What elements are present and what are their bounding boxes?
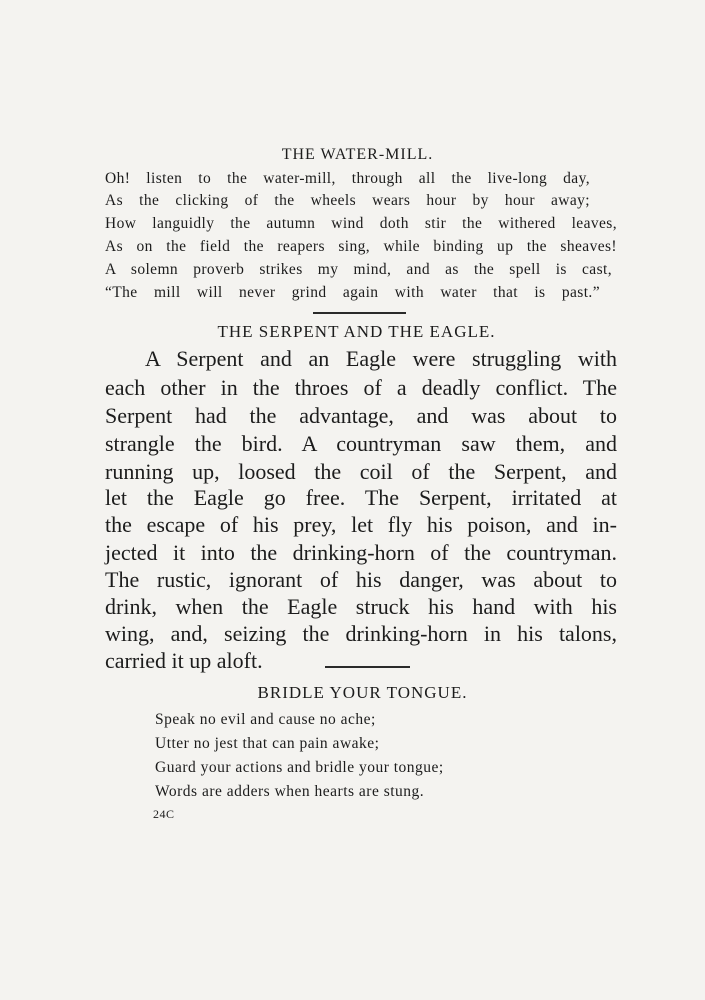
page-folio: 24C [153,807,175,821]
serpent-eagle-title: THE SERPENT AND THE EAGLE. [217,322,496,341]
serpent-eagle-line-1: A Serpent and an Eagle were struggling with [145,346,617,371]
water-mill-title: THE WATER-MILL. [281,146,434,163]
bridle-line-3: Guard your actions and bridle your tongue; [155,759,444,776]
serpent-eagle-line-5: running up, loosed the coil of the Serpent, and [105,459,617,484]
serpent-eagle-line-11: wing, and, seizing the drinking-horn in his talons, [105,621,617,646]
water-mill-line-5: A solemn proverb strikes my mind, and as the spell is cast, [105,261,612,278]
serpent-eagle-line-6: let the Eagle go free. The Serpent, irritated at [105,485,617,510]
serpent-eagle-line-12: carried it up aloft. [105,648,263,673]
water-mill-line-2: As the clicking of the wheels wears hour by hour away; [105,192,590,209]
water-mill-line-4: As on the field the reapers sing, while binding up the sheaves! [105,238,617,255]
bridle-title: BRIDLE YOUR TONGUE. [257,683,468,702]
serpent-eagle-line-2: each other in the throes of a deadly conflict. The [105,375,617,400]
section-divider-1 [313,312,406,314]
section-divider-2 [325,666,410,668]
bridle-line-1: Speak no evil and cause no ache; [155,711,376,728]
bridle-line-4: Words are adders when hearts are stung. [155,783,425,800]
serpent-eagle-line-7: the escape of his prey, let fly his poison, and in- [105,512,617,537]
water-mill-line-1: Oh! listen to the water-mill, through all the live-long day, [105,170,590,187]
bridle-line-2: Utter no jest that can pain awake; [155,735,380,752]
serpent-eagle-line-10: drink, when the Eagle struck his hand with his [105,594,617,619]
serpent-eagle-line-4: strangle the bird. A countryman saw them, and [105,431,617,456]
serpent-eagle-line-9: The rustic, ignorant of his danger, was about to [105,567,617,592]
water-mill-line-3: How languidly the autumn wind doth stir the withered leaves, [105,215,617,232]
serpent-eagle-line-8: jected it into the drinking-horn of the countryman. [105,540,617,565]
water-mill-line-6: “The mill will never grind again with water that is past.” [105,284,600,301]
serpent-eagle-line-3: Serpent had the advantage, and was about to [105,403,617,428]
